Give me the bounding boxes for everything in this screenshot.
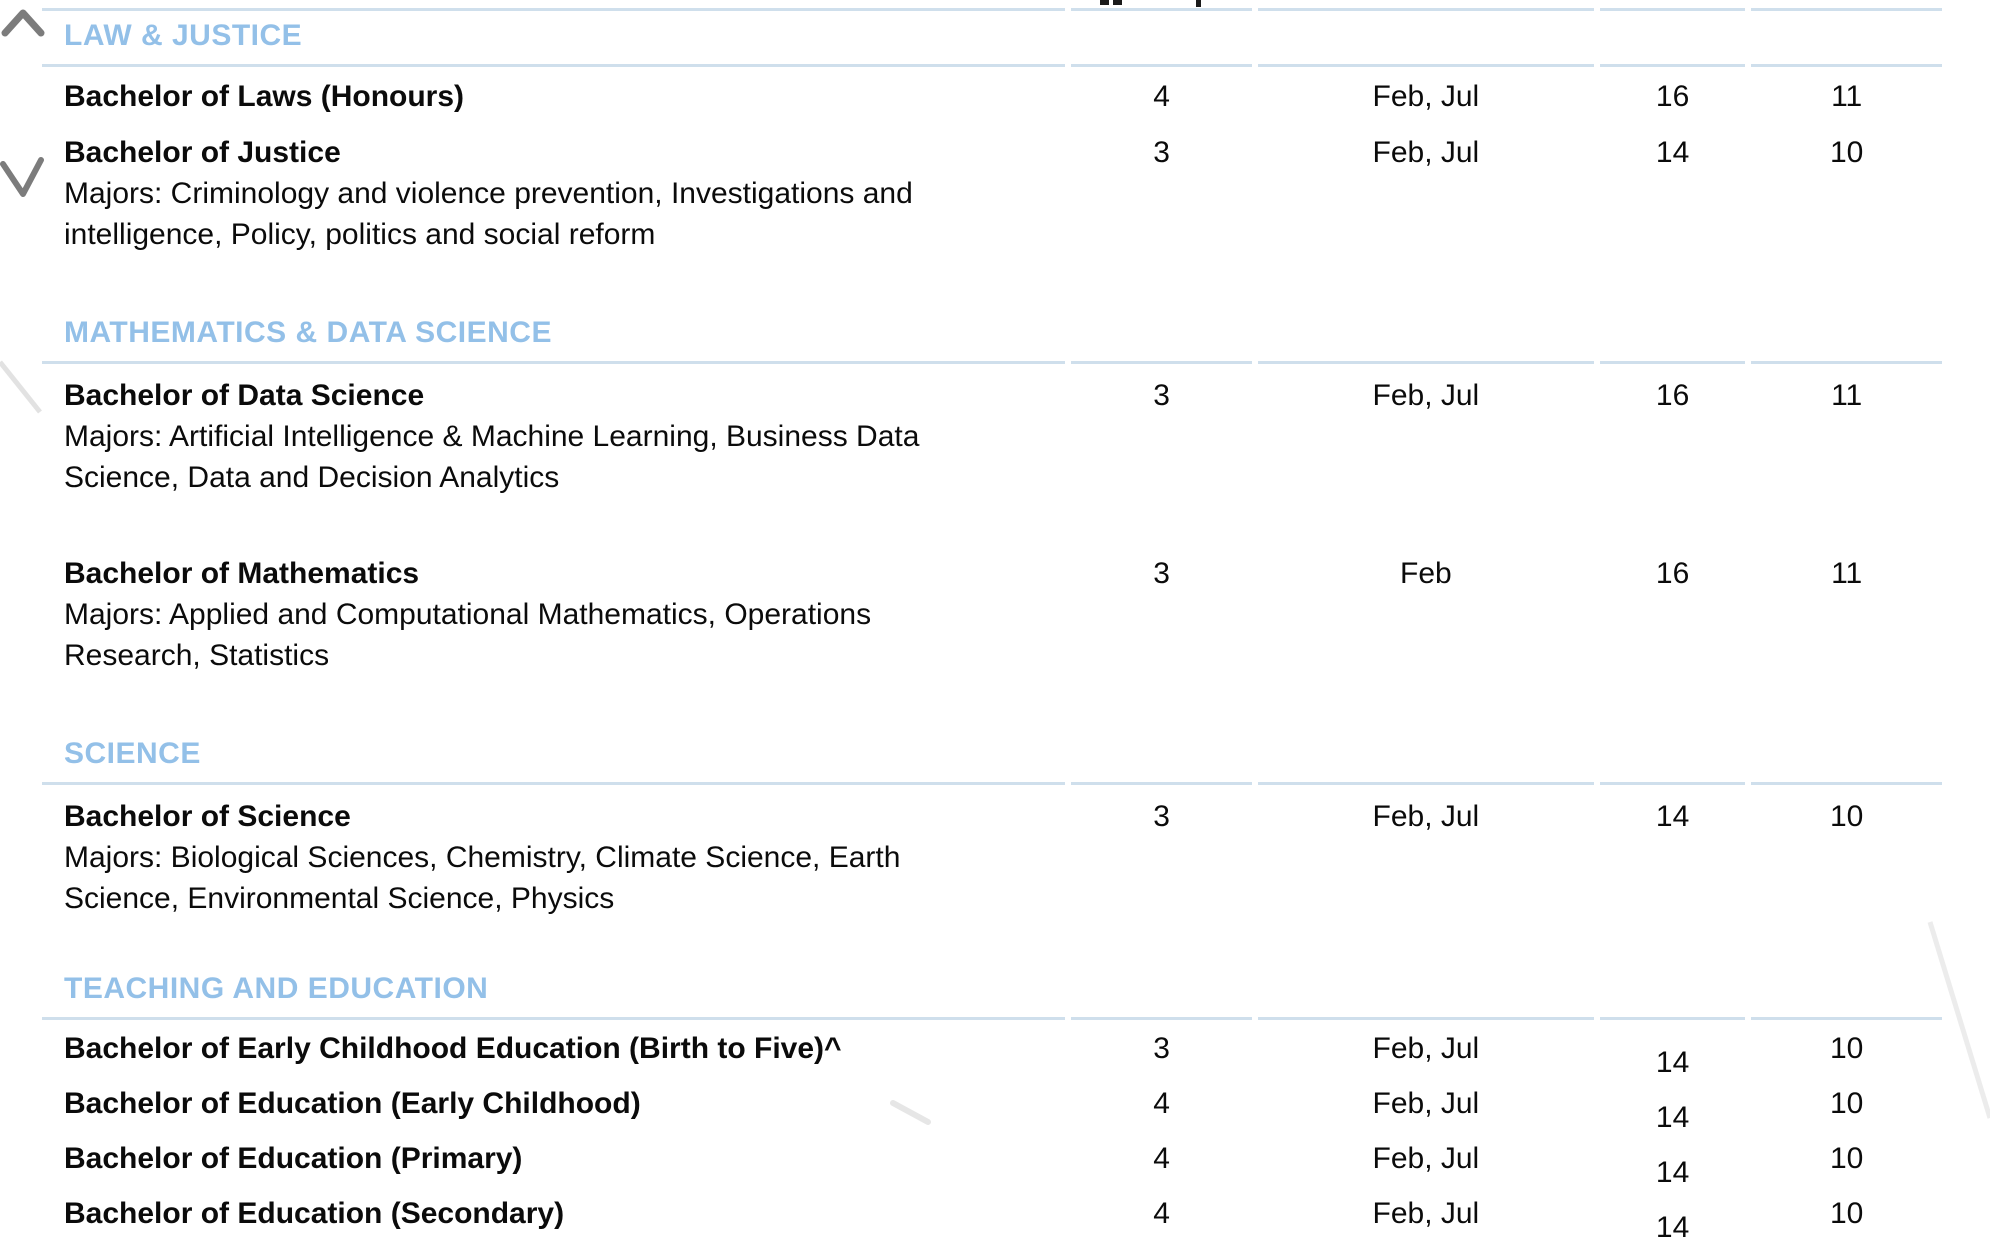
course-row <box>42 542 1942 720</box>
course-title: Bachelor of Education (Secondary) <box>64 1197 565 1230</box>
duration-value: 4 <box>1153 1197 1170 1230</box>
section-header-maths-data-science <box>42 299 1942 364</box>
course-majors: Majors: Criminology and violence prevention, Investigations and intelligence, Policy, politics and social reform <box>64 177 913 251</box>
rank-value: 14 <box>1655 1046 1690 1079</box>
course-majors: Majors: Applied and Computational Mathematics, Operations Research, Statistics <box>64 598 872 672</box>
rank-value: 10 <box>1829 1142 1864 1175</box>
course-title: Bachelor of Education (Early Childhood) <box>64 1087 641 1120</box>
duration-value: 3 <box>1153 800 1170 833</box>
watermark-diagonal-left <box>0 362 40 412</box>
course-title: Bachelor of Science <box>64 800 351 833</box>
duration-value: 3 <box>1153 379 1170 412</box>
intake-value: Feb, Jul <box>1372 800 1480 833</box>
rank-value: 14 <box>1655 136 1690 169</box>
duration-value: 4 <box>1153 1142 1170 1175</box>
rank-value: 11 <box>1831 379 1863 412</box>
rank-value: 16 <box>1655 379 1690 412</box>
course-title: Bachelor of Data Science <box>64 379 425 412</box>
rank-value: 14 <box>1655 800 1690 833</box>
duration-value: 3 <box>1153 557 1170 590</box>
course-majors: Majors: Artificial Intelligence & Machine Learning, Business Data Science, Data and Decision Analytics <box>64 420 920 494</box>
course-row <box>42 1020 1942 1075</box>
duration-value: 4 <box>1153 80 1170 113</box>
rank-value: 11 <box>1831 80 1863 113</box>
clipped-header-row <box>42 0 1942 11</box>
section-title: SCIENCE <box>64 737 201 770</box>
course-title: Bachelor of Justice <box>64 136 341 169</box>
section-header-science <box>42 720 1942 785</box>
intake-value: Feb, Jul <box>1372 1197 1480 1230</box>
section-title: LAW & JUSTICE <box>64 19 303 52</box>
rank-value: 14 <box>1655 1101 1690 1134</box>
section-title: MATHEMATICS & DATA SCIENCE <box>64 316 552 349</box>
rank-value: 10 <box>1829 1032 1864 1065</box>
course-title: Bachelor of Early Childhood Education (Birth to Five)^ <box>64 1032 842 1065</box>
section-header-teaching-education <box>42 955 1942 1020</box>
rank-value: 16 <box>1655 80 1690 113</box>
course-title: Bachelor of Laws (Honours) <box>64 80 465 113</box>
rank-value: 10 <box>1829 800 1864 833</box>
course-title: Bachelor of Mathematics <box>64 557 420 590</box>
rank-value: 10 <box>1829 1197 1864 1230</box>
course-row <box>42 1185 1942 1240</box>
rank-value: 14 <box>1655 1156 1690 1189</box>
section-header-law-justice <box>42 11 1942 67</box>
intake-value: Feb, Jul <box>1372 379 1480 412</box>
course-row <box>42 1130 1942 1185</box>
course-table <box>36 0 1948 1244</box>
rank-value: 10 <box>1829 1087 1864 1120</box>
duration-value: 4 <box>1153 1087 1170 1120</box>
intake-value: Feb, Jul <box>1372 80 1480 113</box>
intake-value: Feb, Jul <box>1372 1142 1480 1175</box>
rank-value: 16 <box>1655 557 1690 590</box>
rank-value: 10 <box>1829 136 1864 169</box>
duration-value: 3 <box>1153 1032 1170 1065</box>
course-majors: Majors: Biological Sciences, Chemistry, Climate Science, Earth Science, Environmental Science, Physics <box>64 841 901 915</box>
course-row <box>42 121 1942 299</box>
intake-value: Feb, Jul <box>1372 1032 1480 1065</box>
rank-value: 14 <box>1655 1211 1690 1244</box>
course-title: Bachelor of Education (Primary) <box>64 1142 523 1175</box>
course-row <box>42 1075 1942 1130</box>
course-row <box>42 785 1942 955</box>
course-row <box>42 364 1942 542</box>
duration-value: 3 <box>1153 136 1170 169</box>
section-title: TEACHING AND EDUCATION <box>64 972 489 1005</box>
rank-value: 11 <box>1831 557 1863 590</box>
intake-value: Feb <box>1400 557 1452 590</box>
intake-value: Feb, Jul <box>1372 1087 1480 1120</box>
intake-value: Feb, Jul <box>1372 136 1480 169</box>
course-row <box>42 67 1942 121</box>
